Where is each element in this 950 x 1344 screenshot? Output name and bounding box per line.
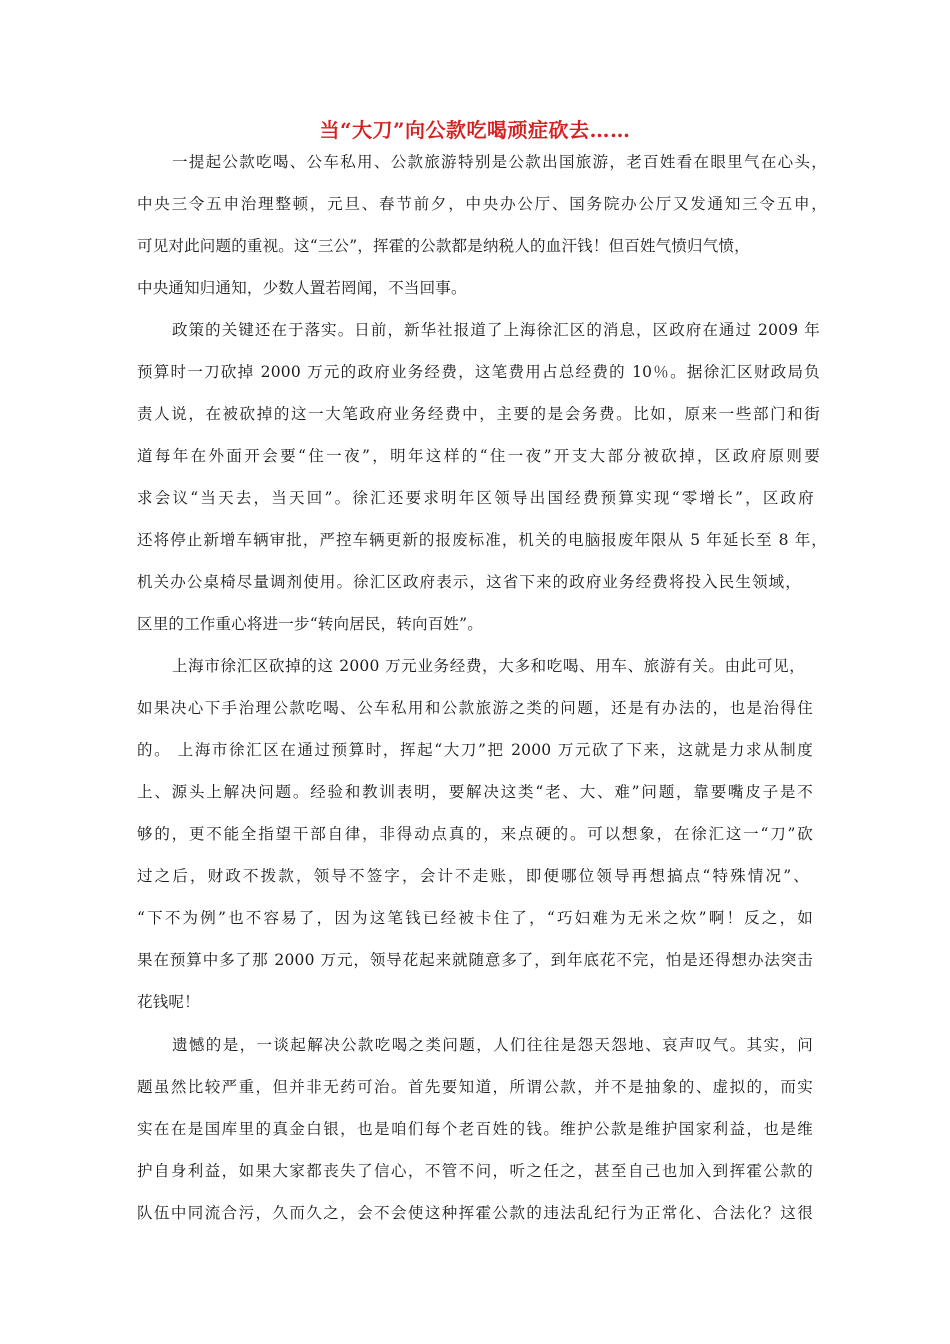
- body-line: 责人说，在被砍掉的这一大笔政府业务经费中，主要的是会务费。比如，原来一些部门和街: [137, 405, 820, 423]
- body-line: 机关办公桌椅尽量调剂使用。徐汇区政府表示，这省下来的政府业务经费将投入民生领域，: [137, 573, 801, 591]
- body-line: 果在预算中多了那 2000 万元，领导花起来就随意多了，到年底花不完，怕是还得想办法突击: [137, 951, 813, 969]
- body-line: 求会议“当天去，当天回”。徐汇还要求明年区领导出国经费预算实现“零增长”，区政府: [137, 489, 814, 507]
- body-line: 道每年在外面开会要“住一夜”，明年这样的“住一夜”开支大部分被砍掉，区政府原则要: [137, 447, 820, 465]
- body-line: 预算时一刀砍掉 2000 万元的政府业务经费，这笔费用占总经费的 10％。据徐汇区财政局负: [137, 363, 820, 381]
- body-line: 一提起公款吃喝、公车私用、公款旅游特别是公款出国旅游，老百姓看在眼里气在心头，: [172, 153, 827, 171]
- body-line: 的。 上海市徐汇区在通过预算时，挥起“大刀”把 2000 万元砍了下来，这就是力求从制度: [137, 741, 813, 759]
- body-line: 遗憾的是，一谈起解决公款吃喝之类问题，人们往往是怨天怨地、哀声叹气。其实，问: [172, 1036, 813, 1054]
- body-line: “下不为例”也不容易了，因为这笔钱已经被卡住了，“巧妇难为无米之炊”啊！反之，如: [137, 909, 813, 927]
- body-line: 队伍中同流合污，久而久之，会不会使这种挥霍公款的违法乱纪行为正常化、合法化？这很: [137, 1204, 813, 1222]
- body-line: 还将停止新增车辆审批，严控车辆更新的报废标准，机关的电脑报废年限从 5 年延长至 8 年，: [137, 531, 827, 549]
- body-line: 中央三令五申治理整顿，元旦、春节前夕，中央办公厅、国务院办公厅又发通知三令五申，: [137, 195, 827, 213]
- body-line: 中央通知归通知，少数人置若罔闻，不当回事。: [137, 279, 467, 297]
- body-line: 够的，更不能全指望干部自律，非得动点真的，来点硬的。可以想象，在徐汇这一“刀”砍: [137, 825, 813, 843]
- article-title: 当“大刀”向公款吃喝顽症砍去……: [319, 118, 631, 142]
- body-line: 上、源头上解决问题。经验和教训表明，要解决这类“老、大、难”问题，靠要嘴皮子是不: [137, 783, 813, 801]
- body-line: 如果决心下手治理公款吃喝、公车私用和公款旅游之类的问题，还是有办法的，也是治得住: [137, 699, 813, 717]
- body-line: 政策的关键还在于落实。日前，新华社报道了上海徐汇区的消息，区政府在通过 2009 年: [172, 321, 820, 339]
- body-line: 护自身利益，如果大家都丧失了信心，不管不问，听之任之，甚至自己也加入到挥霍公款的: [137, 1162, 813, 1180]
- body-line: 题虽然比较严重，但并非无药可治。首先要知道，所谓公款，并不是抽象的、虚拟的，而实: [137, 1078, 813, 1096]
- body-line: 上海市徐汇区砍掉的这 2000 万元业务经费，大多和吃喝、用车、旅游有关。由此可见，: [172, 657, 805, 675]
- body-line: 区里的工作重心将进一步“转向居民，转向百姓”。: [137, 615, 483, 633]
- body-line: 花钱呢！: [137, 993, 200, 1011]
- body-line: 实在在是国库里的真金白银，也是咱们每个老百姓的钱。维护公款是维护国家利益，也是维: [137, 1120, 813, 1138]
- body-line: 可见对此问题的重视。这“三公”，挥霍的公款都是纳税人的血汗钱！但百姓气愤归气愤，: [137, 237, 750, 255]
- body-line: 过之后，财政不拨款，领导不签字，会计不走账，即便哪位领导再想搞点“特殊情况”、: [137, 867, 809, 885]
